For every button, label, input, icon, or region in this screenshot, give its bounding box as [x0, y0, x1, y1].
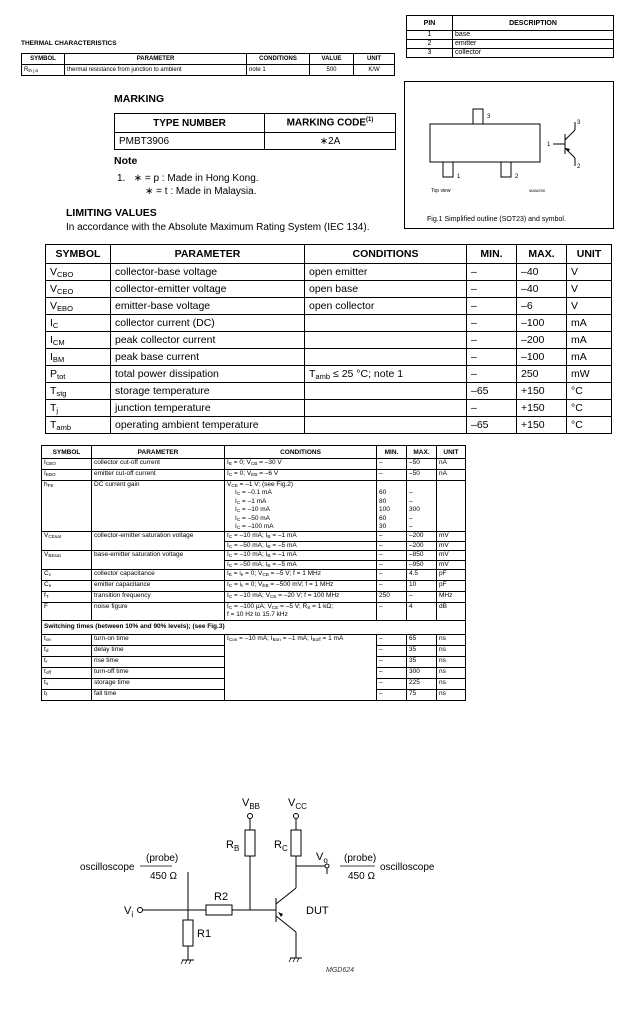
- elec-max: 225: [407, 678, 437, 689]
- probe-label-right: (probe): [344, 853, 377, 864]
- elec-unit: ns: [437, 678, 466, 689]
- elec-header: SYMBOL: [42, 446, 92, 459]
- figure-caption: Fig.1 Simplified outline (SOT23) and symbol.: [427, 216, 566, 223]
- table-row: [42, 634, 466, 645]
- table-row: [42, 620, 466, 634]
- thermal-symbol: $R_{th j-a}$: [22, 65, 65, 76]
- symbol-pin: 3: [577, 120, 581, 126]
- limit-parameter: peak base current: [111, 349, 305, 366]
- elec-max: 4: [407, 603, 437, 621]
- thermal-header: PARAMETER: [65, 54, 247, 65]
- elec-unit: mV mV: [437, 532, 466, 551]
- limit-symbol: $V_{EBO}$: [46, 298, 111, 315]
- elec-parameter: collector-emitter saturation voltage: [92, 532, 225, 551]
- elec-parameter: fall time: [92, 689, 225, 700]
- pin-label: 1: [457, 174, 461, 180]
- limit-header: UNIT: [567, 245, 612, 264]
- limit-unit: mA: [567, 332, 612, 349]
- r1-label: R1: [197, 928, 212, 940]
- elec-conditions: $I_C = -10$ mA; $I_B = -1$ mA $I_C = -50$ mA; $I_B = -5$ mA: [225, 551, 377, 570]
- limit-symbol: $I_{CM}$: [46, 332, 111, 349]
- elec-max: 75: [407, 689, 437, 700]
- elec-unit: [437, 481, 466, 532]
- limit-unit: mW: [567, 366, 612, 383]
- elec-min: –: [377, 634, 407, 645]
- elec-symbol: $t_r$: [42, 656, 92, 667]
- thermal-conditions: note 1: [247, 65, 310, 76]
- elec-unit: pF: [437, 570, 466, 581]
- limit-min: –65: [467, 383, 517, 400]
- table-row: [42, 603, 466, 621]
- table-row: [42, 581, 466, 592]
- limit-unit: °C: [567, 383, 612, 400]
- limit-header: MIN.: [467, 245, 517, 264]
- limit-conditions: [305, 349, 467, 366]
- top-view-label: Top view: [431, 188, 451, 194]
- limiting-values-table: [45, 244, 612, 434]
- limit-min: –: [467, 315, 517, 332]
- table-row: [42, 470, 466, 481]
- limit-conditions: open collector: [305, 298, 467, 315]
- limit-conditions: open base: [305, 281, 467, 298]
- elec-unit: pF: [437, 581, 466, 592]
- limit-max: +150: [517, 383, 567, 400]
- ohm-label-left: 450 Ω: [150, 871, 177, 882]
- elec-unit: ns: [437, 667, 466, 678]
- elec-parameter: collector capacitance: [92, 570, 225, 581]
- pin-header-pin: PIN: [407, 16, 453, 31]
- limit-symbol: $V_{CEO}$: [46, 281, 111, 298]
- package-figure: [404, 81, 614, 229]
- elec-min: –: [377, 667, 407, 678]
- limit-max: –200: [517, 332, 567, 349]
- elec-symbol: $t_{off}$: [42, 667, 92, 678]
- thermal-header: UNIT: [354, 54, 395, 65]
- elec-max: –850 –950: [407, 551, 437, 570]
- oscilloscope-label-right: oscilloscope: [380, 862, 435, 873]
- elec-max: 4.5: [407, 570, 437, 581]
- limit-min: –: [467, 349, 517, 366]
- elec-parameter: DC current gain: [92, 481, 225, 532]
- elec-min: – –: [377, 532, 407, 551]
- elec-min: –: [377, 459, 407, 470]
- elec-unit: ns: [437, 689, 466, 700]
- vbb-label: $V_{BB}$: [242, 797, 261, 811]
- limit-unit: V: [567, 264, 612, 281]
- elec-parameter: delay time: [92, 645, 225, 656]
- limit-conditions: [305, 400, 467, 417]
- elec-min: –: [377, 570, 407, 581]
- elec-parameter: noise figure: [92, 603, 225, 621]
- note-title: Note: [114, 155, 138, 167]
- limit-header: PARAMETER: [111, 245, 305, 264]
- elec-max: 65: [407, 634, 437, 645]
- probe-label-left: (probe): [146, 853, 179, 864]
- elec-conditions: $I_C = -100$ μA; $V_{CE} = -5$ V; $R_S = 1$ kΩ; f = 10 Hz to 15.7 kHz: [225, 603, 377, 621]
- table-row: [46, 264, 612, 281]
- elec-header: MAX.: [407, 446, 437, 459]
- elec-parameter: transition frequency: [92, 592, 225, 603]
- pin-table: [406, 15, 614, 58]
- note-line: 1. ∗ = p : Made in Hong Kong.: [117, 173, 259, 184]
- limit-min: –65: [467, 417, 517, 434]
- elec-conditions: $V_{CE} = -1$ V; (see Fig.2) $I_C = -0.1$ mA $I_C = -1$ mA $I_C = -10$ mA $I_C = -50$ mA $I_C = -100$ mA: [225, 481, 377, 532]
- limit-symbol: $P_{tot}$: [46, 366, 111, 383]
- elec-symbol: $f_T$: [42, 592, 92, 603]
- table-row: [42, 551, 466, 570]
- elec-conditions: $I_{Con} = -10$ mA; $I_{Bon} = -1$ mA; $I_{Boff} = 1$ mA: [225, 634, 377, 700]
- elec-header: UNIT: [437, 446, 466, 459]
- elec-symbol: $C_c$: [42, 570, 92, 581]
- table-row: [42, 570, 466, 581]
- marking-header-type: TYPE NUMBER: [115, 114, 265, 133]
- elec-symbol: $I_{CBO}$: [42, 459, 92, 470]
- limit-parameter: collector-emitter voltage: [111, 281, 305, 298]
- thermal-table: [21, 53, 395, 76]
- limit-symbol: $T_{amb}$: [46, 417, 111, 434]
- elec-min: – –: [377, 551, 407, 570]
- limit-unit: mA: [567, 315, 612, 332]
- limit-max: –40: [517, 281, 567, 298]
- elec-parameter: base-emitter saturation voltage: [92, 551, 225, 570]
- table-row: [46, 383, 612, 400]
- elec-min: –: [377, 656, 407, 667]
- note-line: ∗ = t : Made in Malaysia.: [145, 186, 257, 197]
- limiting-subtitle: In accordance with the Absolute Maximum Rating System (IEC 134).: [66, 222, 370, 233]
- elec-max: – – 300 – –: [407, 481, 437, 532]
- limit-header: CONDITIONS: [305, 245, 467, 264]
- electrical-characteristics-table: [41, 445, 466, 701]
- pin-label: 3: [487, 114, 491, 120]
- thermal-header: SYMBOL: [22, 54, 65, 65]
- table-row: [42, 532, 466, 551]
- elec-parameter: storage time: [92, 678, 225, 689]
- pin-header-description: DESCRIPTION: [453, 16, 614, 31]
- table-row: [46, 400, 612, 417]
- vi-label: $V_i$: [124, 905, 134, 919]
- elec-symbol: $t_d$: [42, 645, 92, 656]
- elec-unit: ns: [437, 634, 466, 645]
- limit-min: –: [467, 366, 517, 383]
- elec-min: 250: [377, 592, 407, 603]
- elec-max: –50: [407, 470, 437, 481]
- elec-conditions: $I_E = 0$; $V_{CB} = -30$ V: [225, 459, 377, 470]
- thermal-parameter: thermal resistance from junction to ambient: [65, 65, 247, 76]
- elec-parameter: emitter cut-off current: [92, 470, 225, 481]
- vcc-label: $V_{CC}$: [288, 797, 307, 811]
- limit-max: –40: [517, 264, 567, 281]
- table-row: [46, 366, 612, 383]
- pin-number: 1: [407, 31, 453, 40]
- ohm-label-right: 450 Ω: [348, 871, 375, 882]
- elec-conditions: $I_C = 0$; $V_{EB} = -6$ V: [225, 470, 377, 481]
- limit-conditions: [305, 332, 467, 349]
- limit-conditions: $T_{amb} \le 25$ °C; note 1: [305, 366, 467, 383]
- marking-title: MARKING: [114, 93, 165, 105]
- elec-unit: ns: [437, 645, 466, 656]
- pnp-transistor-symbol-icon: [553, 122, 575, 166]
- r2-label: R2: [214, 891, 229, 903]
- figure-code: MAM256: [529, 188, 546, 193]
- type-number: PMBT3906: [115, 133, 265, 150]
- elec-max: 35: [407, 656, 437, 667]
- table-row: [407, 40, 614, 49]
- switching-times-heading: Switching times (between 10% and 90% levels); (see Fig.3): [42, 620, 466, 634]
- elec-symbol: $t_s$: [42, 678, 92, 689]
- table-row: [46, 332, 612, 349]
- elec-conditions: $I_C = i_c = 0$; $V_{EB} = -500$ mV; f = 1 MHz: [225, 581, 377, 592]
- elec-header: CONDITIONS: [225, 446, 377, 459]
- limit-parameter: collector current (DC): [111, 315, 305, 332]
- table-row: [22, 65, 395, 76]
- elec-unit: nA: [437, 470, 466, 481]
- limit-header: SYMBOL: [46, 245, 111, 264]
- elec-min: –: [377, 689, 407, 700]
- elec-conditions: $I_C = -10$ mA; $V_{CE} = -20$ V; f = 100 MHz: [225, 592, 377, 603]
- elec-min: –: [377, 645, 407, 656]
- elec-max: 10: [407, 581, 437, 592]
- elec-min: –: [377, 581, 407, 592]
- elec-max: 35: [407, 645, 437, 656]
- table-row: [42, 592, 466, 603]
- thermal-value: 500: [310, 65, 354, 76]
- vo-label: $V_o$: [316, 851, 328, 865]
- elec-symbol: $t_{on}$: [42, 634, 92, 645]
- elec-unit: MHz: [437, 592, 466, 603]
- elec-parameter: rise time: [92, 656, 225, 667]
- limit-symbol: $V_{CBO}$: [46, 264, 111, 281]
- elec-unit: ns: [437, 656, 466, 667]
- oscilloscope-label-left: oscilloscope: [80, 862, 135, 873]
- table-row: [46, 298, 612, 315]
- limit-max: +150: [517, 400, 567, 417]
- pin-label: 2: [515, 174, 519, 180]
- symbol-pin: 1: [547, 142, 551, 148]
- limit-unit: V: [567, 298, 612, 315]
- limit-unit: °C: [567, 417, 612, 434]
- table-row: [407, 31, 614, 40]
- table-row: [115, 133, 396, 150]
- elec-symbol: $t_f$: [42, 689, 92, 700]
- elec-conditions: $I_C = -10$ mA; $I_B = -1$ mA $I_C = -50$ mA; $I_B = -5$ mA: [225, 532, 377, 551]
- thermal-unit: K/W: [354, 65, 395, 76]
- elec-parameter: collector cut-off current: [92, 459, 225, 470]
- elec-header: MIN.: [377, 446, 407, 459]
- test-circuit-diagram: [80, 790, 480, 990]
- limit-unit: °C: [567, 400, 612, 417]
- table-row: [46, 349, 612, 366]
- elec-symbol: $V_{CEsat}$: [42, 532, 92, 551]
- dut-label: DUT: [306, 905, 329, 917]
- limit-max: +150: [517, 417, 567, 434]
- pin-description: base: [453, 31, 614, 40]
- limit-symbol: $T_{stg}$: [46, 383, 111, 400]
- limit-parameter: emitter-base voltage: [111, 298, 305, 315]
- limit-parameter: junction temperature: [111, 400, 305, 417]
- elec-symbol: $h_{FE}$: [42, 481, 92, 532]
- symbol-pin: 2: [577, 164, 581, 170]
- limit-conditions: [305, 315, 467, 332]
- limit-max: 250: [517, 366, 567, 383]
- marking-code: ∗2A: [265, 133, 396, 150]
- limit-parameter: collector-base voltage: [111, 264, 305, 281]
- table-row: [42, 481, 466, 532]
- limit-max: –6: [517, 298, 567, 315]
- limit-header: MAX.: [517, 245, 567, 264]
- limit-parameter: total power dissipation: [111, 366, 305, 383]
- elec-min: –: [377, 470, 407, 481]
- limit-conditions: open emitter: [305, 264, 467, 281]
- limit-min: –: [467, 298, 517, 315]
- limit-conditions: [305, 417, 467, 434]
- elec-max: –50: [407, 459, 437, 470]
- elec-min: –: [377, 678, 407, 689]
- rc-label: $R_C$: [274, 839, 288, 853]
- table-row: [46, 315, 612, 332]
- limit-parameter: peak collector current: [111, 332, 305, 349]
- elec-symbol: $C_e$: [42, 581, 92, 592]
- elec-unit: dB: [437, 603, 466, 621]
- elec-symbol: F: [42, 603, 92, 621]
- table-row: [46, 417, 612, 434]
- elec-max: –200 –200: [407, 532, 437, 551]
- limit-max: –100: [517, 349, 567, 366]
- limit-min: –: [467, 281, 517, 298]
- pin-number: 3: [407, 49, 453, 58]
- pin-number: 2: [407, 40, 453, 49]
- limit-max: –100: [517, 315, 567, 332]
- limit-symbol: $I_C$: [46, 315, 111, 332]
- elec-min: 60 80 100 60 30: [377, 481, 407, 532]
- thermal-header: VALUE: [310, 54, 354, 65]
- elec-parameter: emitter capacitance: [92, 581, 225, 592]
- limiting-title: LIMITING VALUES: [66, 207, 157, 219]
- limit-min: –: [467, 332, 517, 349]
- limit-conditions: [305, 383, 467, 400]
- thermal-title: THERMAL CHARACTERISTICS: [21, 40, 117, 47]
- limit-unit: mA: [567, 349, 612, 366]
- limit-min: –: [467, 400, 517, 417]
- elec-max: –: [407, 592, 437, 603]
- table-row: [407, 49, 614, 58]
- sot23-outline-diagram: [405, 82, 613, 228]
- limit-unit: V: [567, 281, 612, 298]
- elec-header: PARAMETER: [92, 446, 225, 459]
- elec-parameter: turn-on time: [92, 634, 225, 645]
- elec-conditions: $I_E = i_e = 0$; $V_{CB} = -5$ V; f = 1 MHz: [225, 570, 377, 581]
- limit-parameter: storage temperature: [111, 383, 305, 400]
- limit-parameter: operating ambient temperature: [111, 417, 305, 434]
- elec-unit: mV mV: [437, 551, 466, 570]
- pin-description: collector: [453, 49, 614, 58]
- elec-parameter: turn-off time: [92, 667, 225, 678]
- marking-header-code: MARKING CODE$^{(1)}$: [265, 114, 396, 133]
- elec-symbol: $V_{BEsat}$: [42, 551, 92, 570]
- limit-symbol: $I_{BM}$: [46, 349, 111, 366]
- rb-label: $R_B$: [226, 839, 240, 853]
- elec-symbol: $I_{EBO}$: [42, 470, 92, 481]
- elec-unit: nA: [437, 459, 466, 470]
- limit-symbol: $T_j$: [46, 400, 111, 417]
- elec-max: 300: [407, 667, 437, 678]
- table-row: [42, 459, 466, 470]
- elec-min: –: [377, 603, 407, 621]
- thermal-header: CONDITIONS: [247, 54, 310, 65]
- limit-min: –: [467, 264, 517, 281]
- pin-description: emitter: [453, 40, 614, 49]
- table-row: [46, 281, 612, 298]
- figure-code: MGD624: [326, 967, 355, 974]
- marking-table: [114, 113, 396, 150]
